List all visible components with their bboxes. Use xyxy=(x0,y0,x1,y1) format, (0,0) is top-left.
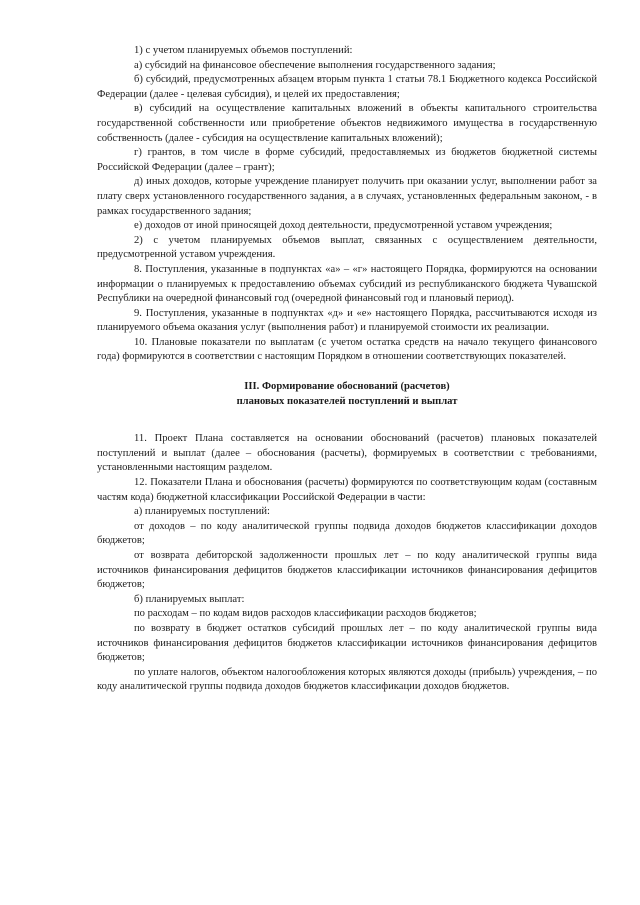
paragraph: 8. Поступления, указанные в подпунктах «а» – «г» настоящего Порядка, формируются на основании информации о планируемых к предоставлению объемах субсидий из республиканского бюджета Чувашской Республики на очередной финансовый год (очередной финансовый год и плановый период). xyxy=(97,263,597,305)
section-heading-line-2: плановых показателей поступлений и выплат xyxy=(236,395,458,407)
paragraph: д) иных доходов, которые учреждение планирует получить при оказании услуг, выполнении работ за плату сверх установленного государственного задания, а в случаях, установленных федеральным законом, - в рамках государственного задания; xyxy=(97,176,597,217)
paragraph: 9. Поступления, указанные в подпунктах «д» и «е» настоящего Порядка, рассчитываются исходя из планируемого объема оказания услуг (выполнения работ) и планируемой стоимости их реализации. xyxy=(97,307,597,334)
paragraph: а) субсидий на финансовое обеспечение выполнения государственного задания; xyxy=(134,59,496,71)
paragraph: б) субсидий, предусмотренных абзацем вторым пункта 1 статьи 78.1 Бюджетного кодекса Российской Федерации (далее - целевая субсидия), и целей их предоставления; xyxy=(97,74,597,100)
paragraphs-top xyxy=(97,44,597,365)
paragraph: б) планируемых выплат: xyxy=(134,593,245,605)
paragraph: а) планируемых поступлений: xyxy=(134,506,270,518)
paragraph: от доходов – по коду аналитической группы подвида доходов бюджетов классификации доходов бюджетов; xyxy=(97,520,597,547)
paragraph: г) грантов, в том числе в форме субсидий, предоставляемых из бюджетов бюджетной системы Российской Федерации (далее – грант); xyxy=(97,147,597,173)
paragraphs-bottom xyxy=(97,432,597,695)
paragraph: 1) с учетом планируемых объемов поступлений: xyxy=(134,45,353,56)
paragraph: по уплате налогов, объектом налогообложения которых являются доходы (прибыль) учреждения, – по коду аналитической группы подвида доходов бюджетов классификации доходов бюджетов. xyxy=(97,666,597,693)
document-page xyxy=(97,44,597,695)
paragraph: по расходам – по кодам видов расходов классификации расходов бюджетов; xyxy=(134,608,477,620)
paragraph: 11. Проект Плана составляется на основании обоснований (расчетов) плановых показателей поступлений и выплат (далее – обоснования (расчеты), формируемых в соответствии с требованиями, установленными настоящим разделом. xyxy=(97,433,597,474)
paragraph: 2) с учетом планируемых объемов выплат, связанных с осуществлением деятельности, предусмотренной уставом учреждения. xyxy=(97,234,597,261)
paragraph: 10. Плановые показатели по выплатам (с учетом остатка средств на начало текущего финансового года) формируются в соответствии с настоящим Порядком в отношении соответствующих показателей. xyxy=(97,336,597,363)
paragraph: в) субсидий на осуществление капитальных вложений в объекты капитального строительства государственной собственности или приобретение объектов недвижимого имущества в государственную собственность (далее - субсидия на осуществление капитальных вложений); xyxy=(97,103,597,144)
paragraph: е) доходов от иной приносящей доход деятельности, предусмотренной уставом учреждения; xyxy=(134,220,553,232)
paragraph: от возврата дебиторской задолженности прошлых лет – по коду аналитической группы вида источников финансирования дефицитов бюджетов классификации источников финансирования дефицитов бюджетов; xyxy=(97,550,597,591)
paragraph: 12. Показатели Плана и обоснования (расчеты) формируются по соответствующим кодам (составным частям кода) бюджетной классификации Российской Федерации в части: xyxy=(97,477,597,503)
section-heading-line-1: III. Формирование обоснований (расчетов) xyxy=(244,381,450,393)
section-heading xyxy=(97,380,597,409)
paragraph: по возврату в бюджет остатков субсидий прошлых лет – по коду аналитической группы вида источников финансирования дефицитов бюджетов классификации источников финансирования дефицитов бюджетов; xyxy=(97,622,597,664)
